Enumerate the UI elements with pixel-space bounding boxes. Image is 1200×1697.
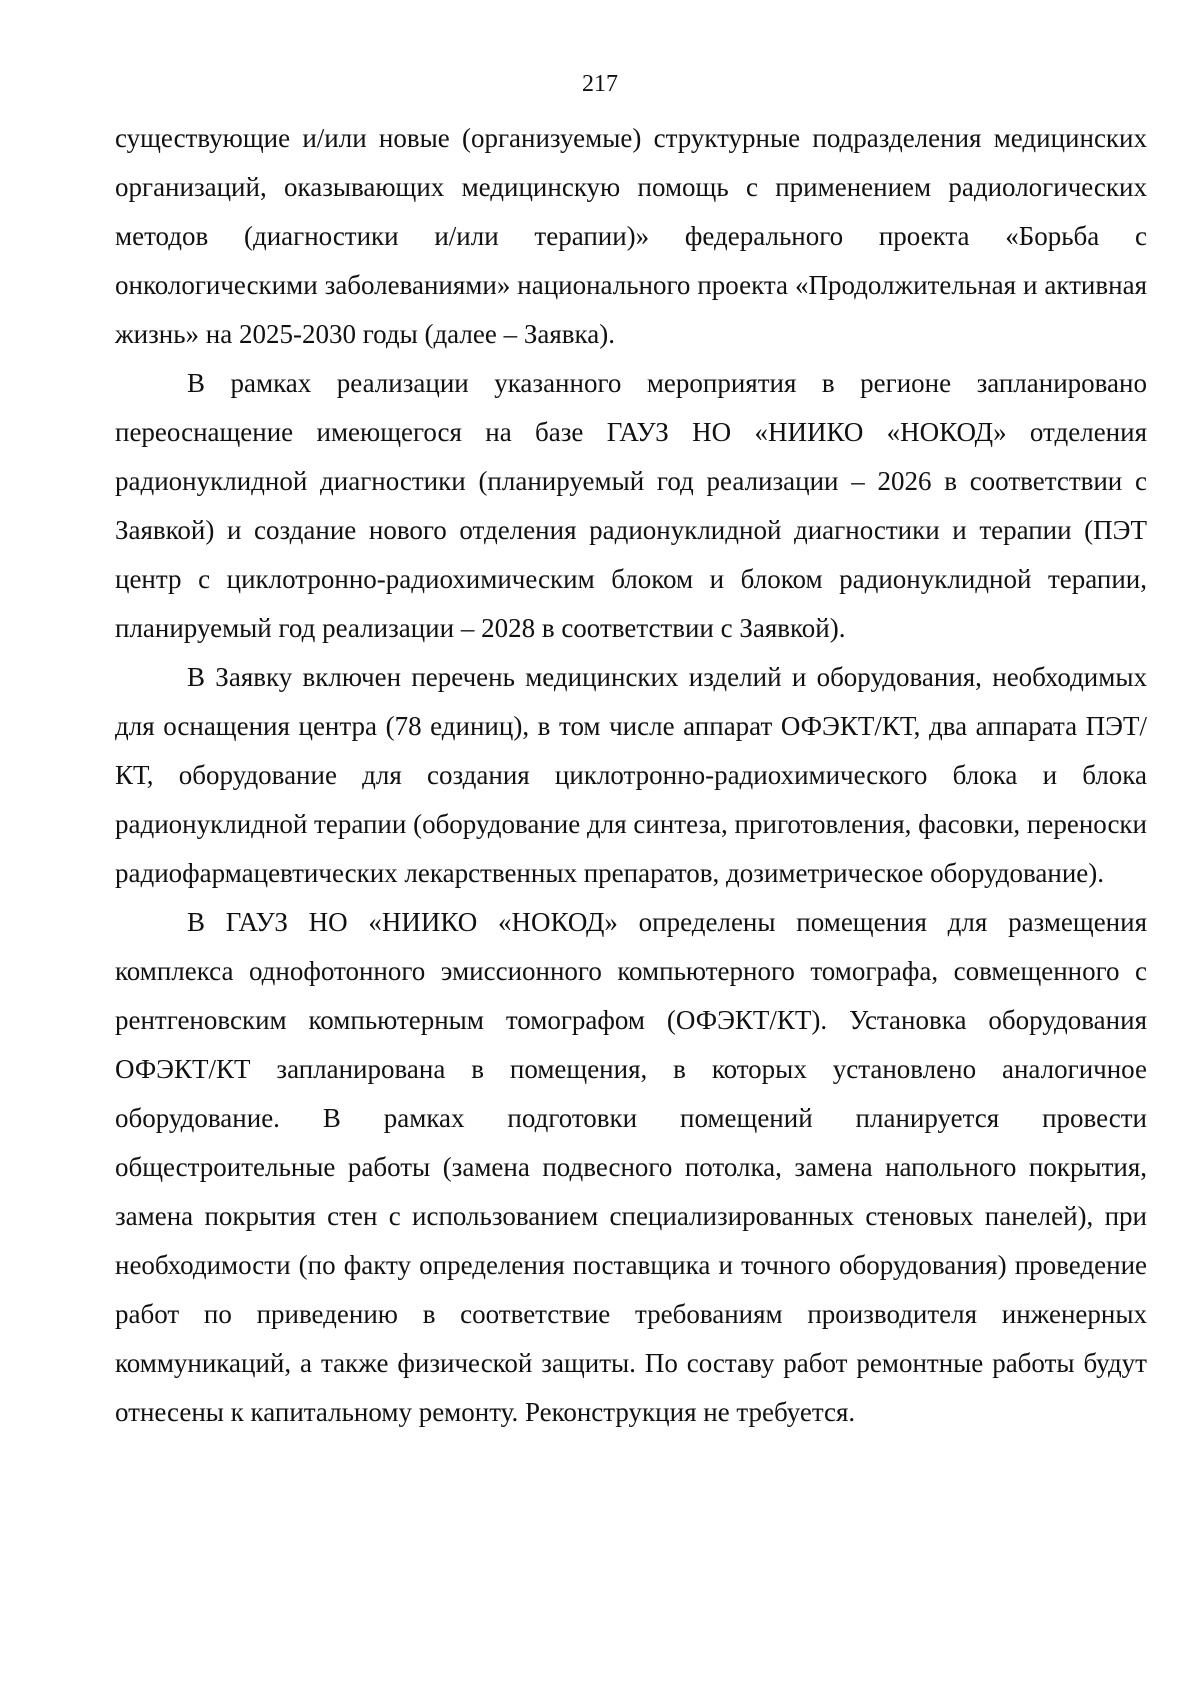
paragraph-premises: В ГАУЗ НО «НИИКО «НОКОД» определены помещения для размещения комплекса однофотонного эмиссионного компьютерного томографа, совмещенного с рентгеновским компьютерным томографом (ОФЭКТ/КТ). Установка оборудования ОФЭКТ/КТ запланирована в помещения, в которых установлено аналогичное оборудование. В рамках подготовки помещений планируется провести общестроительные работы (замена подвесного потолка, замена напольного покрытия, замена покрытия стен с использованием специализированных стеновых панелей), при необходимости (по факту определения поставщика и точного оборудования) проведение работ по приведению в соответствие требованиям производителя инженерных коммуникаций, а также физической защиты. По составу работ ремонтные работы будут отнесены к капитальному ремонту. Реконструкция не требуется. <box>115 907 1147 1427</box>
paragraph-equipment-list: В Заявку включен перечень медицинских изделий и оборудования, необходимых для оснащения центра (78 единиц), в том числе аппарат ОФЭКТ/КТ, два аппарата ПЭТ/КТ, оборудование для создания циклотронно-радиохимического блока и блока радионуклидной терапии (оборудование для синтеза, приготовления, фасовки, переноски радиофармацевтических лекарственных препаратов, дозиметрическое оборудование). <box>115 662 1147 888</box>
paragraph-reoutfitting: В рамках реализации указанного мероприятия в регионе запланировано переоснащение имеющегося на базе ГАУЗ НО «НИИКО «НОКОД» отделения радионуклидной диагностики (планируемый год реализации – 2026 в соответствии с Заявкой) и создание нового отделения радионуклидной диагностики и терапии (ПЭТ центр с циклотронно-радиохимическим блоком и блоком радионуклидной терапии, планируемый год реализации – 2028 в соответствии с Заявкой). <box>115 368 1147 643</box>
page-number: 217 <box>582 71 618 97</box>
document-body <box>115 114 1147 1437</box>
paragraph-continuation: существующие и/или новые (организуемые) структурные подразделения медицинских организаций, оказывающих медицинскую помощь с применением радиологических методов (диагностики и/или терапии)» федерального проекта «Борьба с онкологическими заболеваниями» национального проекта «Продолжительная и активная жизнь» на 2025-2030 годы (далее – Заявка). <box>115 123 1147 349</box>
